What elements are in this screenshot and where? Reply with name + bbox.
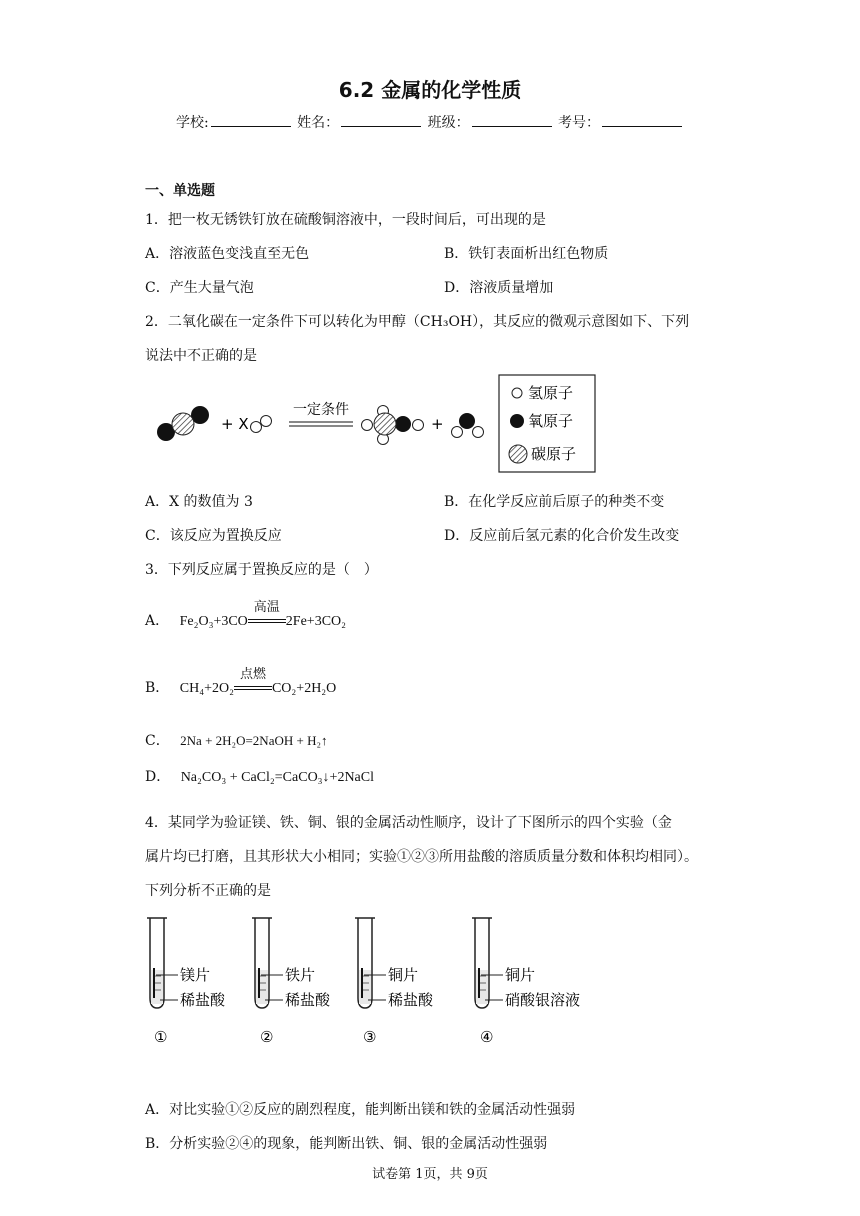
legend-oxygen-icon — [510, 414, 524, 428]
q3-b-label: B． — [145, 680, 170, 696]
q3-a-lhs: Fe₂O₃+3CO — [179, 614, 248, 629]
q1-stem: 1．把一枚无锈铁钉放在硫酸铜溶液中，一段时间后，可出现的是 — [145, 212, 546, 228]
name-label: 姓名： — [297, 115, 340, 131]
x-coefficient-label: + X — [221, 415, 249, 433]
test-tube-2 — [252, 918, 331, 1046]
tube-3-metal: 铜片 — [388, 966, 419, 984]
q2-option-b: B．在化学反应前后原子的种类不变 — [444, 494, 665, 510]
q4-stem-line2: 属片均已打磨，且其形状大小相同；实验①②③所用盐酸的溶质质量分数和体积均相同）。 — [145, 849, 698, 865]
tube-4-number: ④ — [480, 1028, 494, 1046]
test-tube-3 — [355, 918, 434, 1046]
tube-1-number: ① — [154, 1028, 168, 1046]
q3-b-lhs: CH₄+2O₂ — [179, 681, 234, 696]
q3-d-equation: Na₂CO₃ + CaCl₂=CaCO₃↓+2NaCl — [180, 770, 375, 785]
q3-stem: 3．下列反应属于置换反应的是（ ） — [145, 562, 378, 578]
q1-option-c: C．产生大量气泡 — [145, 280, 254, 296]
q1-option-b: B．铁钉表面析出红色物质 — [444, 246, 609, 262]
h2o-molecule — [452, 413, 484, 438]
q4-option-b: B．分析实验②④的现象，能判断出铁、铜、银的金属活动性强弱 — [145, 1136, 548, 1152]
tube-1-metal: 镁片 — [180, 966, 211, 984]
plus-sign: + — [431, 415, 444, 433]
h2-molecule — [251, 416, 272, 433]
q3-option-d — [145, 766, 374, 786]
atom-legend — [499, 375, 595, 472]
exam-info-line — [0, 112, 860, 132]
reaction-condition-label: 一定条件 — [293, 402, 349, 418]
ch3oh-molecule — [362, 406, 424, 445]
co2-molecule — [157, 406, 209, 441]
legend-oxygen-label: 氧原子 — [528, 412, 574, 430]
exam-no-blank[interactable] — [602, 114, 682, 127]
q3-a-rhs: 2Fe+3CO₂ — [285, 614, 347, 629]
legend-hydrogen-label: 氢原子 — [528, 384, 574, 402]
q2-option-c: C．该反应为置换反应 — [145, 528, 282, 544]
q4-option-a: A．对比实验①②反应的剧烈程度，能判断出镁和铁的金属活动性强弱 — [145, 1102, 576, 1118]
q4-stem-line1: 4．某同学为验证镁、铁、铜、银的金属活动性顺序，设计了下图所示的四个实验（金 — [145, 815, 672, 831]
page-footer: 试卷第 1页，共 9页 — [372, 1167, 488, 1182]
q1-option-a: A．溶液蓝色变浅直至无色 — [145, 246, 310, 262]
tube-4-liquid: 硝酸银溶液 — [505, 991, 581, 1009]
tube-1-liquid: 稀盐酸 — [180, 991, 226, 1009]
q4-stem-line3: 下列分析不正确的是 — [145, 883, 271, 899]
tube-2-number: ② — [260, 1028, 274, 1046]
test-tube-4 — [472, 918, 580, 1046]
tube-2-metal: 铁片 — [285, 966, 316, 984]
q3-d-label: D． — [145, 769, 171, 785]
tube-4-metal: 铜片 — [505, 966, 536, 984]
q3-c-equation: 2Na + 2H₂O=2NaOH + H₂↑ — [180, 733, 328, 748]
tube-2-liquid: 稀盐酸 — [285, 991, 331, 1009]
school-label: 学校: — [175, 115, 209, 131]
q3-option-a — [145, 600, 347, 630]
q3-b-rhs: CO₂+2H₂O — [271, 681, 337, 696]
q3-b-condition: 点燃 — [239, 667, 266, 682]
test-tube-experiments — [140, 910, 600, 1050]
legend-carbon-icon — [509, 445, 527, 463]
school-blank[interactable] — [211, 114, 291, 127]
class-label: 班级： — [427, 115, 470, 131]
q2-option-a: A．X 的数值为 3 — [145, 494, 253, 510]
name-blank[interactable] — [341, 114, 421, 127]
legend-carbon-label: 碳原子 — [531, 445, 577, 463]
q3-option-b — [145, 667, 337, 697]
q3-c-label: C． — [145, 733, 170, 749]
section-heading: 一、单选题 — [145, 183, 215, 199]
q2-stem-line2: 说法中不正确的是 — [145, 348, 257, 364]
equation-sign — [234, 686, 272, 690]
tube-3-number: ③ — [363, 1028, 377, 1046]
q3-a-condition: 高温 — [253, 600, 280, 615]
q2-stem-line1: 2．二氧化碳在一定条件下可以转化为甲醇（CH₃OH），其反应的微观示意图如下、下列 — [145, 314, 690, 330]
tube-3-liquid: 稀盐酸 — [388, 991, 434, 1009]
q1-option-d: D．溶液质量增加 — [444, 280, 554, 296]
test-tube-1 — [147, 918, 226, 1046]
class-blank[interactable] — [472, 114, 552, 127]
equation-sign — [248, 619, 286, 623]
q3-option-c — [145, 730, 328, 750]
q3-a-label: A． — [145, 613, 170, 629]
page-title: 6.2 金属的化学性质 — [338, 78, 522, 102]
legend-hydrogen-icon — [512, 388, 522, 398]
q2-option-d: D．反应前后氢元素的化合价发生改变 — [444, 528, 680, 544]
molecular-reaction-diagram — [145, 370, 605, 478]
exam-no-label: 考号： — [558, 115, 601, 131]
